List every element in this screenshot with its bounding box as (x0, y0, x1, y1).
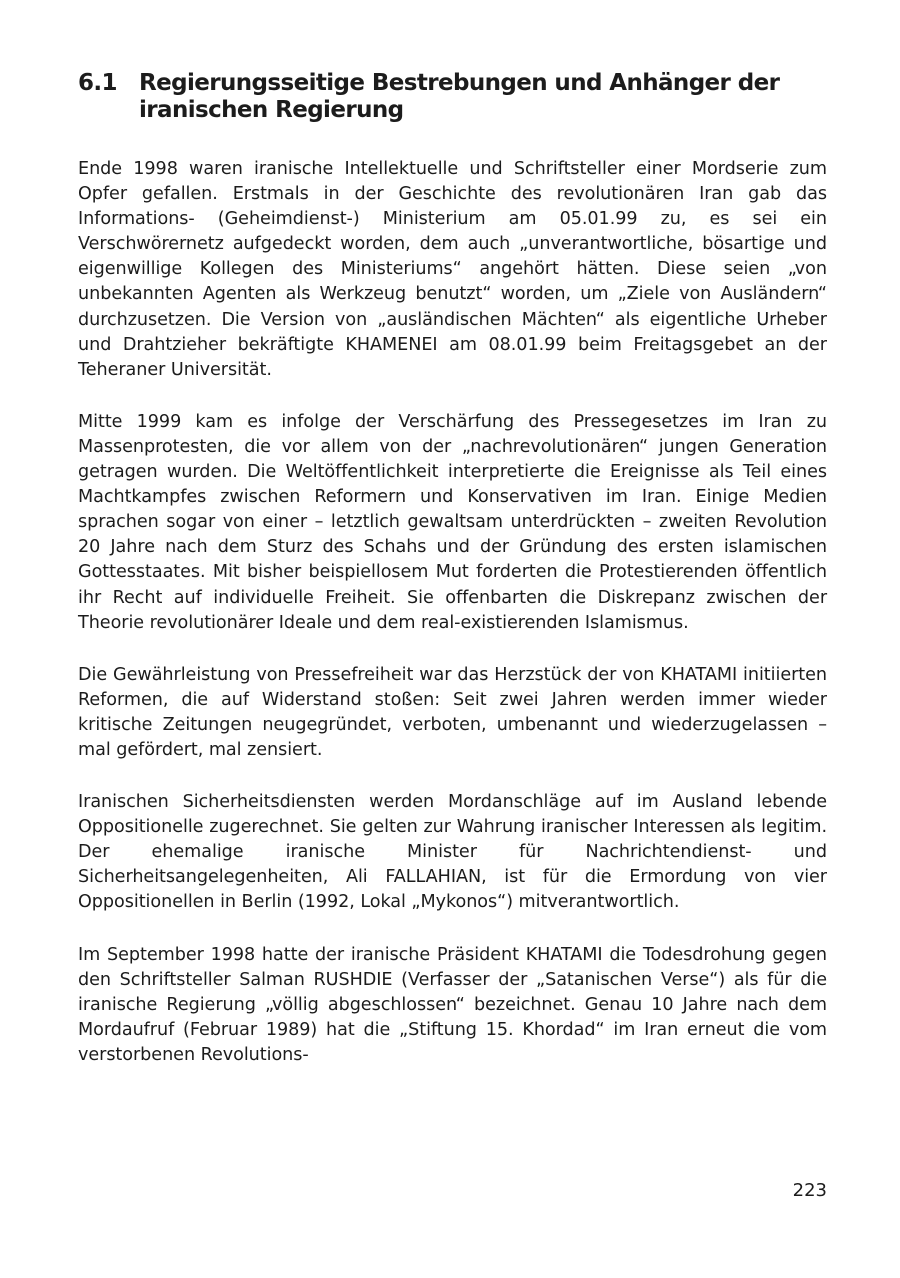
page-content (78, 70, 827, 1095)
paragraph-5: Im September 1998 hatte der iranische Präsident KHATAMI die Todesdrohung gegen den Schriftsteller Salman RUSHDIE (Verfasser der „Satanischen Verse“) als für die iranische Regierung „völlig abgeschlossen“ bezeichnet. Genau 10 Jahre nach dem Mordaufruf (Februar 1989) hat die „Stiftung 15. Khordad“ im Iran erneut die vom verstorbenen Revolutions- (78, 944, 827, 1065)
paragraph-2: Mitte 1999 kam es infolge der Verschärfung des Pressegesetzes im Iran zu Massenprotesten, die vor allem von der „nachrevolutionären“ jungen Generation getragen wurden. Die Weltöffentlichkeit interpretierte die Ereignisse als Teil eines Machtkampfes zwischen Reformern und Konservativen im Iran. Einige Medien sprachen sogar von einer – letztlich gewaltsam unterdrückten – zweiten Revolution 20 Jahre nach dem Sturz des Schahs und der Gründung des ersten islamischen Gottesstaates. Mit bisher beispiellosem Mut forderten die Protestierenden öffentlich ihr Recht auf individuelle Freiheit. Sie offenbarten die Diskrepanz zwischen der Theorie revolutionärer Ideale und dem real-existierenden Islamismus. (78, 411, 827, 633)
paragraph-4: Iranischen Sicherheitsdiensten werden Mordanschläge auf im Ausland lebende Oppositionelle zugerechnet. Sie gelten zur Wahrung iranischer Interessen als legitim. Der ehemalige iranische Minister für Nachrichtendienst- und Sicherheitsangelegenheiten, Ali FALLAHIAN, ist für die Ermordung von vier Oppositionellen in Berlin (1992, Lokal „Mykonos“) mitverantwortlich. (78, 792, 827, 913)
section-number: 6.1 (78, 70, 117, 96)
paragraph-3: Die Gewährleistung von Pressefreiheit war das Herzstück der von KHATAMI initiierten Reformen, die auf Widerstand stoßen: Seit zwei Jahren werden immer wieder kritische Zeitungen neugegründet, verboten, umbenannt und wiederzugelassen – mal gefördert, mal zensiert. (78, 664, 827, 760)
paragraph-1: Ende 1998 waren iranische Intellektuelle und Schriftsteller einer Mordserie zum Opfer gefallen. Erstmals in der Geschichte des revolutionären Iran gab das Informations- (Geheimdienst-) Ministerium am 05.01.99 zu, es sei ein Verschwörernetz aufgedeckt worden, dem auch „unverantwortliche, bösartige und eigenwillige Kollegen des Ministeriums“ angehört hätten. Diese seien „von unbekannten Agenten als Werkzeug benutzt“ worden, um „Ziele von Ausländern“ durchzusetzen. Die Version von „ausländischen Mächten“ als eigentliche Urheber und Drahtzieher bekräftigte KHAMENEI am 08.01.99 beim Freitagsgebet an der Teheraner Universität. (78, 159, 827, 380)
page-number: 223 (792, 1180, 827, 1201)
section-title: Regierungsseitige Bestrebungen und Anhänger der iranischen Regierung (139, 70, 780, 123)
section-heading (78, 70, 827, 124)
